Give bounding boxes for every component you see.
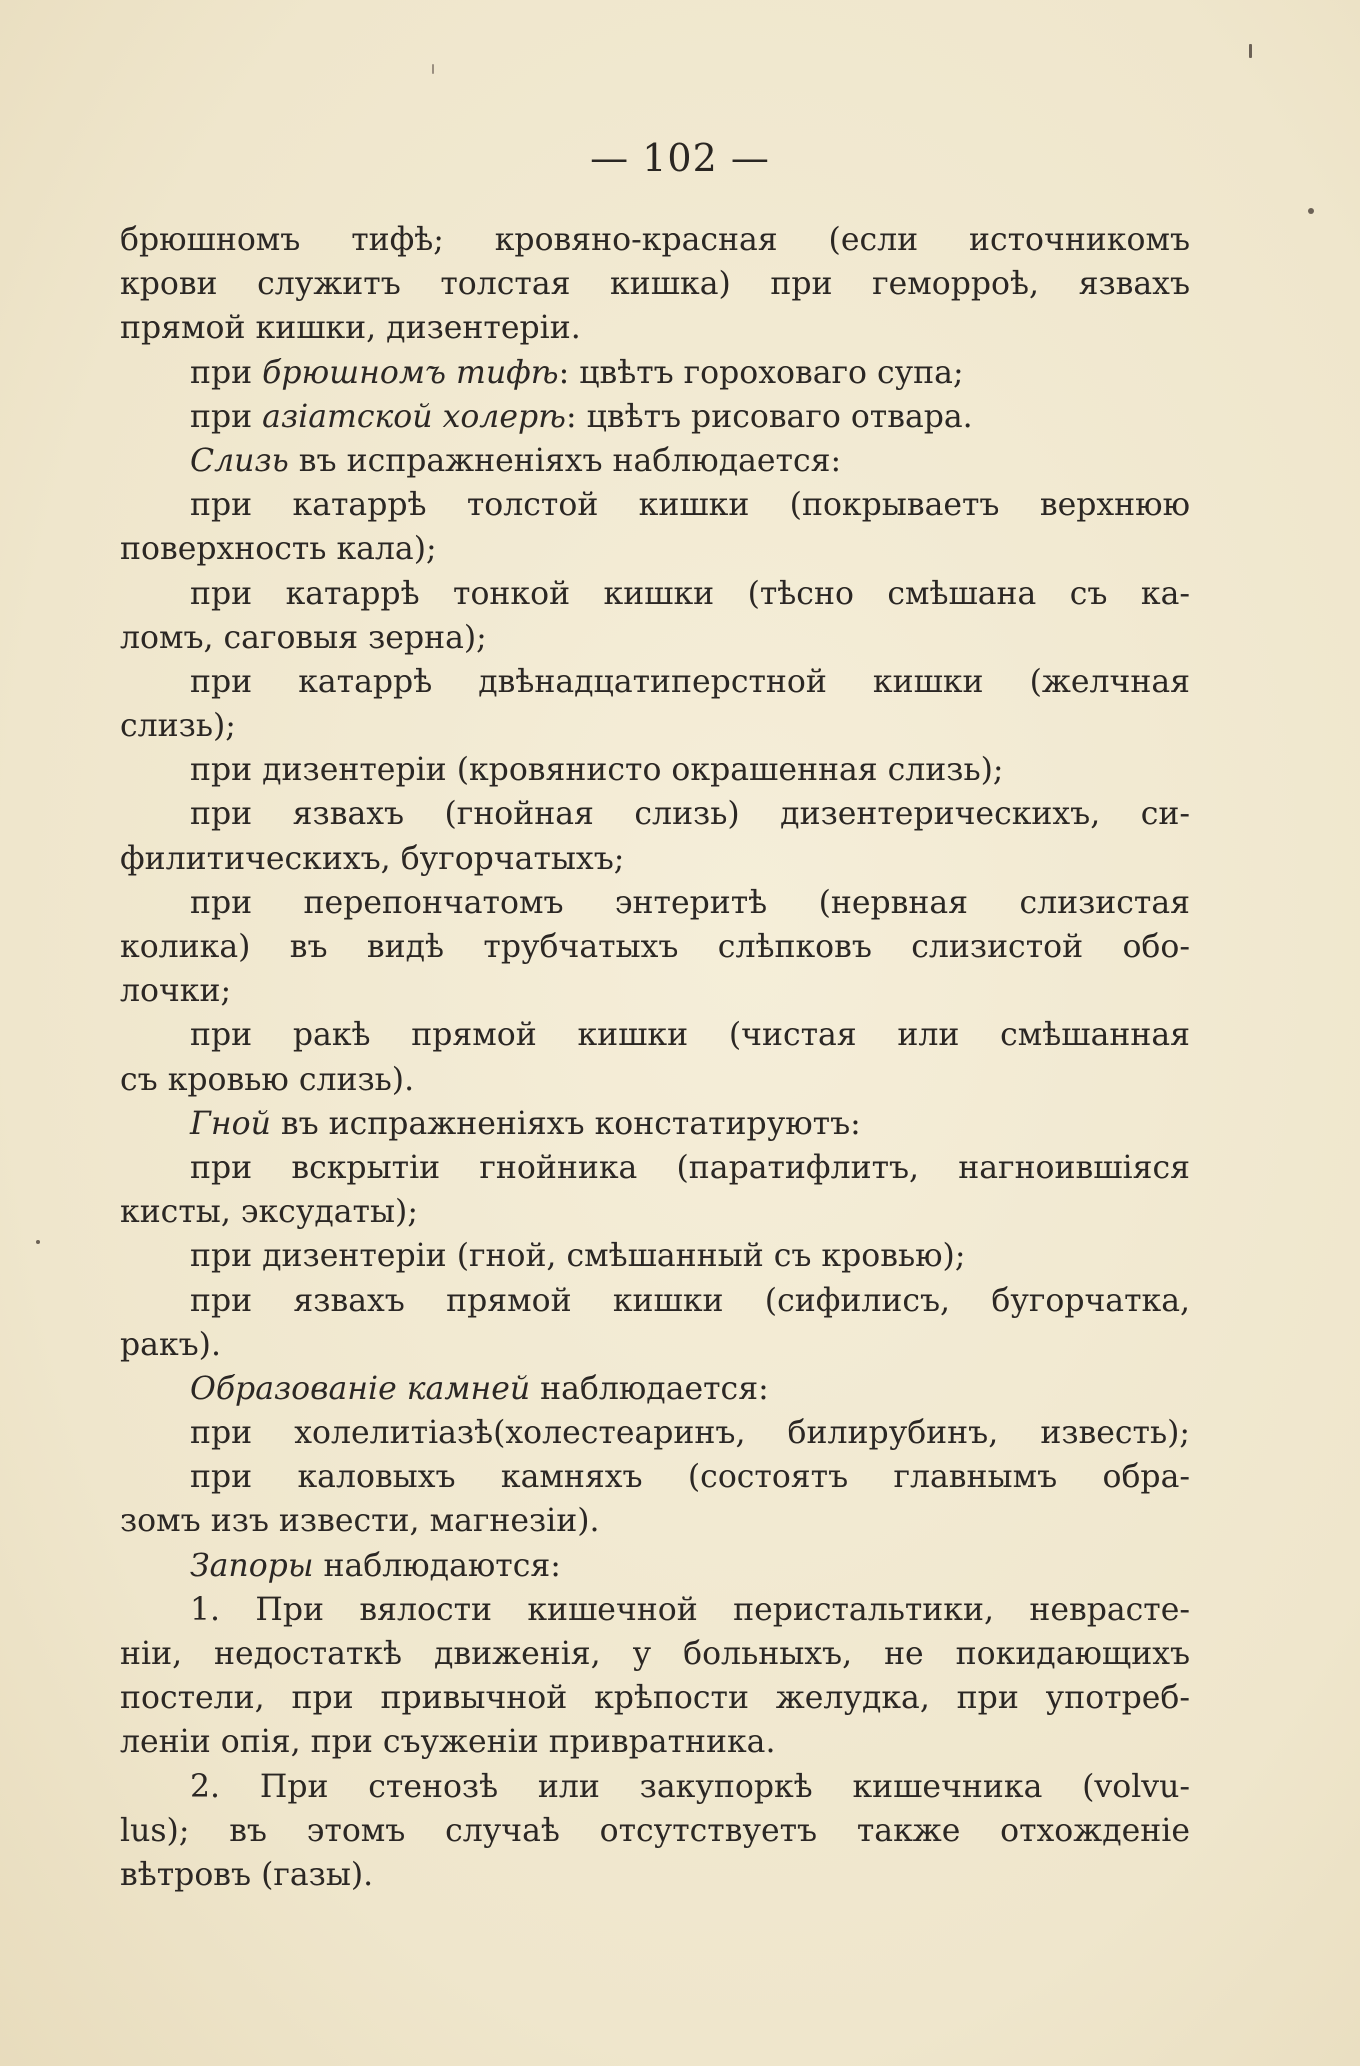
text-line: при холелитіазѣ(холестеаринъ, билирубинъ, известь);	[190, 1415, 1190, 1452]
text-line: при брюшномъ тифѣ: цвѣтъ гороховаго супа;	[190, 354, 964, 391]
body-text	[120, 218, 1190, 1897]
paper-speck	[1308, 208, 1314, 214]
section-heading-line: Запоры наблюдаются:	[190, 1547, 561, 1584]
text-line: при дизентеріи (кровянисто окрашенная слизь);	[190, 752, 1004, 789]
text-line: ломъ, саговыя зерна);	[120, 619, 487, 656]
section-heading-line: Слизь въ испражненіяхъ наблюдается:	[190, 442, 842, 479]
text-line: лочки;	[120, 973, 232, 1010]
text-line: колика) въ видѣ трубчатыхъ слѣпковъ слизистой обо-	[120, 929, 1190, 965]
text-line: при дизентеріи (гной, смѣшанный съ кровью);	[190, 1238, 966, 1275]
text-line: при язвахъ (гнойная слизь) дизентерическихъ, си-	[190, 796, 1190, 833]
text-line: при катаррѣ тонкой кишки (тѣсно смѣшана съ ка-	[190, 575, 1190, 612]
text-line: крови служитъ толстая кишка) при геморроѣ, язвахъ	[120, 266, 1190, 303]
page-number: — 102 —	[590, 136, 770, 180]
text-line: при азіатской холерѣ: цвѣтъ рисоваго отвара.	[190, 398, 973, 435]
section-heading-line: Образованіе камней наблюдается:	[190, 1370, 769, 1407]
text-line: при катаррѣ двѣнадцатиперстной кишки (желчная	[190, 663, 1190, 700]
text-line: 2. При стенозѣ или закупоркѣ кишечника (volvu-	[190, 1768, 1190, 1805]
text-line: кисты, эксудаты);	[120, 1194, 418, 1231]
text-line: прямой кишки, дизентеріи.	[120, 310, 581, 347]
text-line: 1. При вялости кишечной перистальтики, неврасте-	[190, 1591, 1190, 1628]
text-line: при язвахъ прямой кишки (сифилисъ, бугорчатка,	[190, 1282, 1190, 1319]
text-line: слизь);	[120, 708, 236, 745]
section-heading-line: Гной въ испражненіяхъ констатируютъ:	[190, 1105, 861, 1142]
paper-speck	[1249, 44, 1252, 58]
text-line: ніи, недостаткѣ движенія, у больныхъ, не покидающихъ	[120, 1636, 1190, 1672]
text-line: при перепончатомъ энтеритѣ (нервная слизистая	[190, 884, 1190, 921]
text-line: при ракѣ прямой кишки (чистая или смѣшанная	[190, 1017, 1190, 1054]
paper-speck	[432, 64, 434, 74]
text-line: ракъ).	[120, 1326, 221, 1363]
text-line: вѣтровъ (газы).	[120, 1856, 374, 1893]
text-line: поверхность кала);	[120, 531, 437, 568]
paper-speck	[36, 1240, 40, 1244]
text-line: филитическихъ, бугорчатыхъ;	[120, 840, 625, 877]
text-line: постели, при привычной крѣпости желудка, при употреб-	[120, 1680, 1190, 1717]
text-line: зомъ изъ извести, магнезіи).	[120, 1503, 600, 1540]
text-line: съ кровью слизь).	[120, 1061, 415, 1098]
text-line: при каловыхъ камняхъ (состоятъ главнымъ обра-	[190, 1459, 1190, 1496]
text-line: при вскрытіи гнойника (паратифлитъ, нагноившіяся	[190, 1149, 1190, 1186]
text-line: леніи опія, при съуженіи привратника.	[120, 1724, 776, 1761]
text-line: брюшномъ тифѣ; кровяно-красная (если источникомъ	[120, 222, 1190, 258]
text-line: при катаррѣ толстой кишки (покрываетъ верхнюю	[190, 487, 1190, 524]
text-line: lus); въ этомъ случаѣ отсутствуетъ также отхожденіе	[120, 1812, 1190, 1849]
